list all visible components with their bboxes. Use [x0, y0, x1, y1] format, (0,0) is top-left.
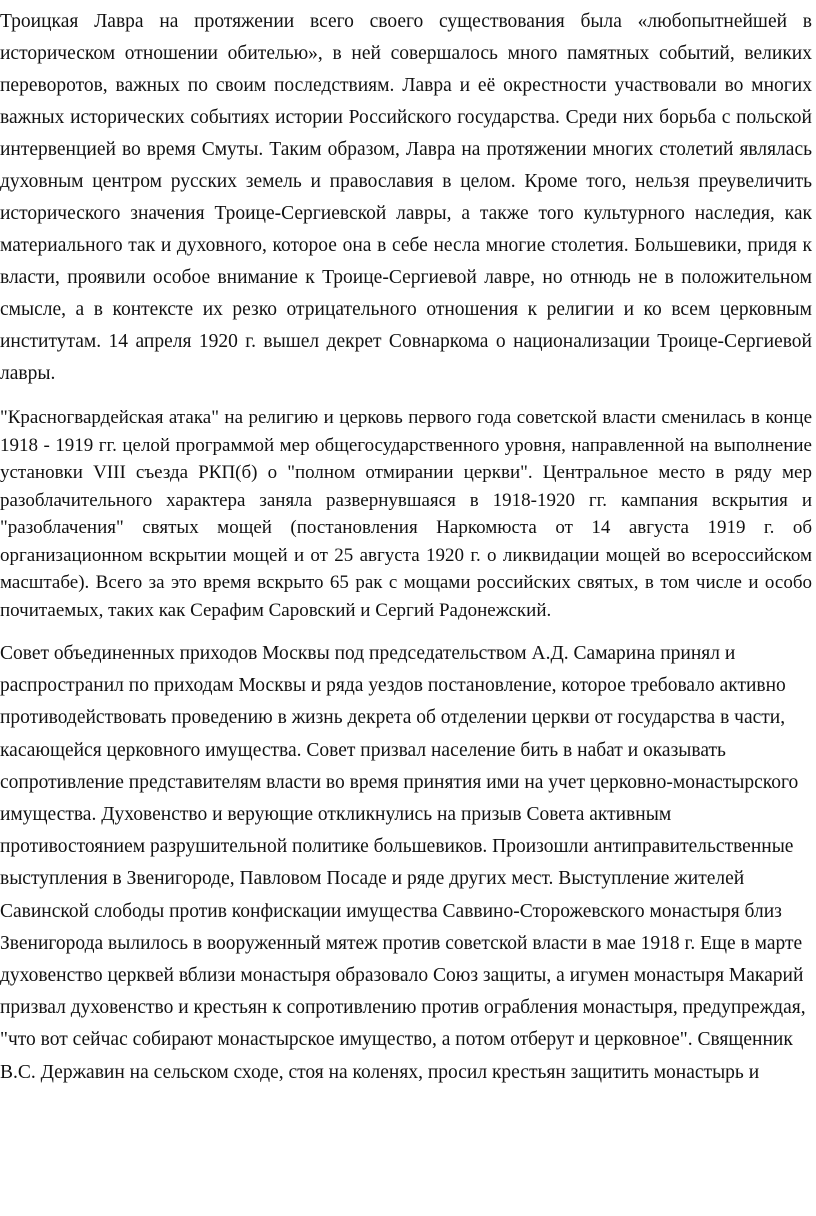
paragraph-lavra-history: Троицкая Лавра на протяжении всего своего существования была «любопытнейшей в историческом отношении обителью», в ней совершалось много памятных событий, великих переворотов, важных по своим последствиям. Лавра и её окрестности участвовали во многих важных исторических событиях истории Российского государства. Среди них борьба с польской интервенцией во время Смуты. Таким образом, Лавра на протяжении многих столетий являлась духовным центром русских земель и православия в целом. Кроме того, нельзя преувеличить исторического значения Троице-Сергиевской лавры, а также того культурного наследия, как материального так и духовного, которое она в себе несла многие столетия. Большевики, придя к власти, проявили особое внимание к Троице-Сергиевой лавре, но отнюдь не в положительном смысле, а в контексте их резко отрицательного отношения к религии и ко всем церковным институтам. 14 апреля 1920 г. вышел декрет Совнаркома о национализации Троице-Сергиевой лавры.	[0, 11, 812, 384]
paragraph-moscow-parishes: Совет объединенных приходов Москвы под председательством А.Д. Самарина принял и распространил по приходам Москвы и ряда уездов постановление, которое требовало активно противодействовать проведению в жизнь декрета об отделении церкви от государства в части, касающейся церковного имущества. Совет призвал население бить в набат и оказывать сопротивление представителям власти во время принятия ими на учет церковно-монастырского имущества. Духовенство и верующие откликнулись на призыв Совета активным противостоянием разрушительной политике большевиков. Произошли антиправительственные выступления в Звенигороде, Павловом Посаде и ряде других мест. Выступление жителей Савинской слободы против конфискации имущества Саввино-Сторожевского монастыря близ Звенигорода вылилось в вооруженный мятеж против советской власти в мае 1918 г. Еще в марте духовенство церквей вблизи монастыря образовало Союз защиты, а игумен монастыря Макарий призвал духовенство и крестьян к сопротивлению против ограбления монастыря, предупреждая, "что вот сейчас собирают монастырское имущество, а потом отберут и церковное". Священник В.С. Державин на сельском сходе, стоя на коленях, просил крестьян защитить монастырь и	[0, 643, 806, 1083]
paragraph-relics-campaign: "Красногвардейская атака" на религию и церковь первого года советской власти сменилась в конце 1918 - 1919 гг. целой программой мер общегосударственного уровня, направленной на выполнение установки VIII съезда РКП(б) о "полном отмирании церкви". Центральное место в ряду мер разоблачительного характера заняла развернувшаяся в 1918-1920 гг. кампания вскрытия и "разоблачения" святых мощей (постановления Наркомюста от 14 августа 1919 г. об организационном вскрытии мощей и от 25 августа 1920 г. о ликвидации мощей во всероссийском масштабе). Всего за это время вскрыто 65 рак с мощами российских святых, в том числе и особо почитаемых, таких как Серафим Саровский и Сергий Радонежский.	[0, 407, 812, 621]
